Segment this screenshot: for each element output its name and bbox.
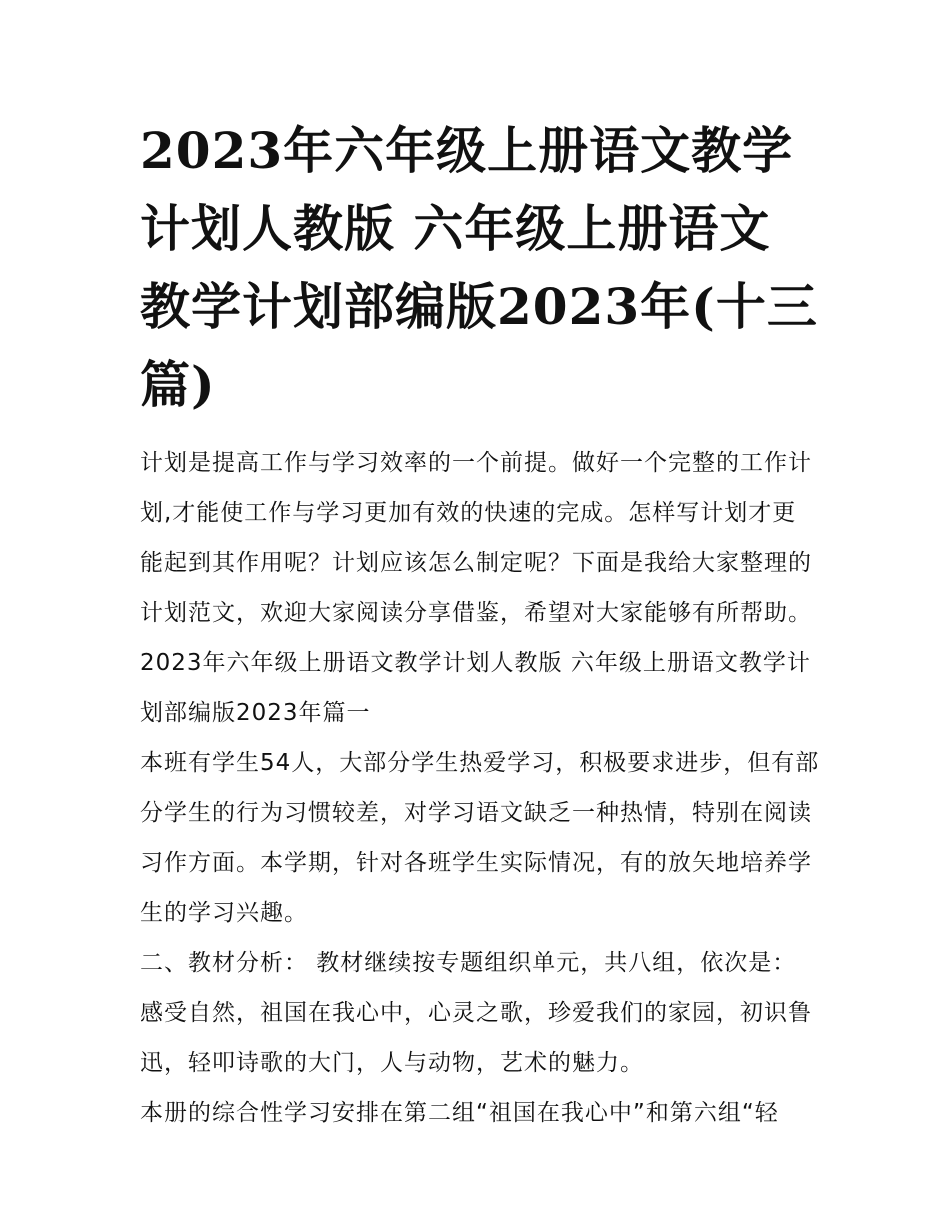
intro-paragraph: 计划是提高工作与学习效率的一个前提。做好一个完整的工作计划,才能使工作与学习更加有效的快速的完成。怎样写计划才更能起到其作用呢？计划应该怎么制定呢？下面是我给大家整理的计划范文，欢迎大家阅读分享借鉴，希望对大家能够有所帮助。 bbox=[140, 450, 812, 626]
document-title: 2023年六年级上册语文教学计划人教版 六年级上册语文教学计划部编版2023年(十三篇) bbox=[140, 121, 818, 414]
comprehensive-study-paragraph: 本册的综合性学习安排在第二组“祖国在我心中”和第六组“轻 bbox=[140, 1100, 779, 1126]
section-heading-1: 2023年六年级上册语文教学计划人教版 六年级上册语文教学计划部编版2023年篇一 bbox=[140, 650, 811, 726]
textbook-analysis-paragraph: 二、教材分析： 教材继续按专题组织单元，共八组，依次是：感受自然，祖国在我心中，心灵之歌，珍爱我们的家园，初识鲁迅，轻叩诗歌的大门，人与动物，艺术的魅力。 bbox=[140, 950, 812, 1076]
class-situation-paragraph: 本班有学生54人，大部分学生热爱学习，积极要求进步，但有部分学生的行为习惯较差，对学习语文缺乏一种热情，特别在阅读习作方面。本学期，针对各班学生实际情况，有的放矢地培养学生的学习兴趣。 bbox=[140, 750, 820, 926]
document-page bbox=[140, 112, 820, 1138]
